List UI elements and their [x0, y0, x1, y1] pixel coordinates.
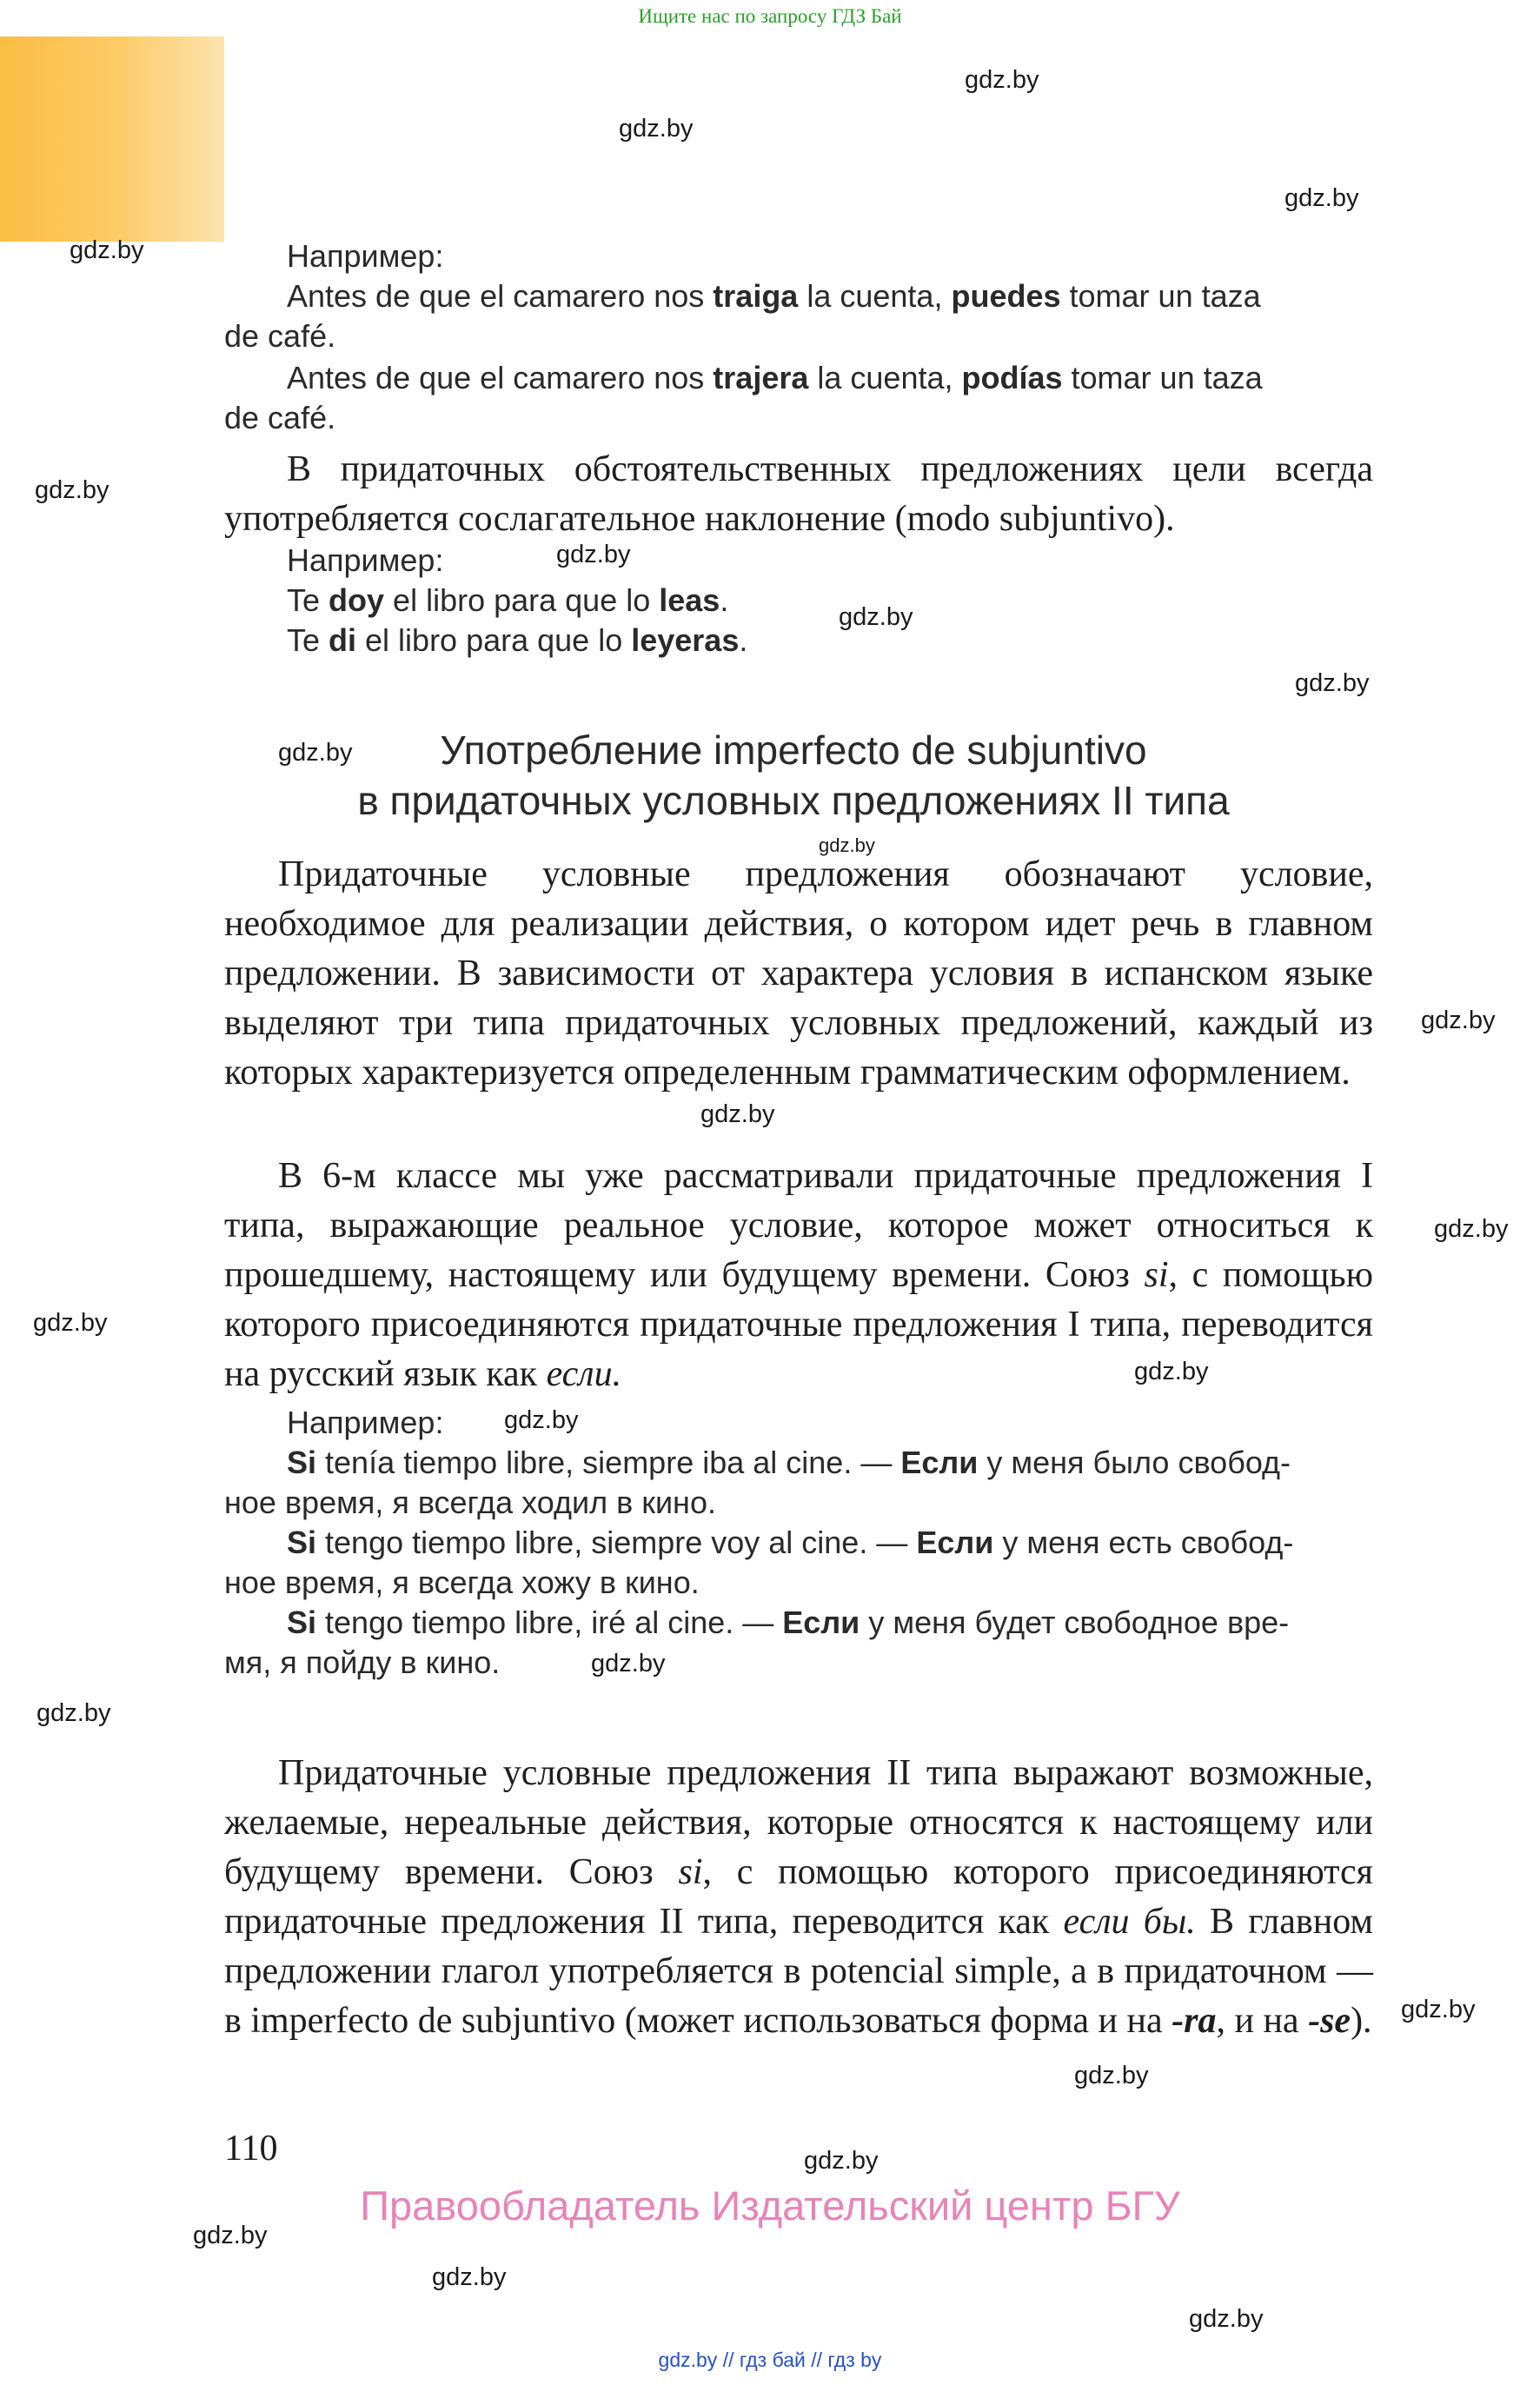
watermark: gdz.by — [819, 834, 875, 856]
watermark: gdz.by — [278, 739, 353, 767]
corner-tab-decoration — [0, 37, 224, 242]
watermark: gdz.by — [1295, 669, 1370, 697]
watermark: gdz.by — [556, 541, 631, 568]
example-sentence-cont: мя, я пойду в кино. — [224, 1644, 501, 1680]
watermark: gdz.by — [1189, 2305, 1264, 2333]
watermark: gdz.by — [1134, 1358, 1209, 1385]
page-number: 110 — [224, 2129, 278, 2169]
watermark: gdz.by — [1421, 1006, 1496, 1034]
watermark: gdz.by — [839, 603, 913, 631]
watermark: gdz.by — [432, 2263, 507, 2291]
example-sentence-cont: de café. — [224, 400, 336, 435]
watermark: gdz.by — [1401, 1996, 1476, 2023]
example-sentence: Antes de que el camarero nos trajera la cuenta, podías tomar un taza — [287, 360, 1263, 395]
example-sentence-cont: de café. — [224, 318, 336, 354]
watermark: gdz.by — [1434, 1215, 1509, 1243]
example-sentence: Te di el libro para que lo leyeras. — [287, 622, 748, 658]
example-sentence: Si tengo tiempo libre, siempre voy al cine. — Если у меня есть свобод- — [287, 1525, 1294, 1560]
paragraph-type-one: В 6-м классе мы уже рассматривали придаточные предложения I типа, выражающие реальное условие, которое может относиться к прошедшему, настоящему или будущему времени. Союз si, с помощью которого присоединяются придаточные предложения I типа, переводится на русский язык как если. — [224, 1156, 1373, 1394]
watermark: gdz.by — [965, 66, 1039, 94]
example-sentence: Te doy el libro para que lo leas. — [287, 582, 729, 618]
paragraph-type-two: Придаточные условные предложения II типа выражают возможные, желаемые, нереальные действия, которые относятся к настоящему или будущему времени. Союз si, с помощью которого присоединяются придаточные предложения II типа, переводится как если бы. В главном предложении глагол употребляется в potencial simple, а в придаточном — в imperfecto de subjuntivo (может использоваться форма и на -ra, и на -se). — [224, 1753, 1373, 2041]
watermark: gdz.by — [591, 1650, 666, 1677]
watermark: gdz.by — [804, 2147, 879, 2175]
section-heading: Употребление imperfecto de subjuntivo в придаточных условных предложениях II типа — [357, 727, 1230, 823]
example-label: Например: — [287, 1405, 444, 1440]
example-sentence: Si tengo tiempo libre, iré al cine. — Если у меня будет свободное вре- — [287, 1604, 1290, 1640]
watermark: gdz.by — [35, 476, 110, 504]
watermark: gdz.by — [1074, 2062, 1149, 2089]
example-label: Например: — [287, 542, 444, 578]
example-sentence: Antes de que el camarero nos traiga la cuenta, puedes tomar un taza — [287, 278, 1261, 314]
example-sentence: Si tenía tiempo libre, siempre iba al cine. — Если у меня было свобод- — [287, 1445, 1291, 1480]
watermark: gdz.by — [700, 1100, 775, 1128]
watermark: gdz.by — [33, 1309, 108, 1337]
example-sentence-cont: ное время, я всегда хожу в кино. — [224, 1565, 700, 1600]
example-sentence-cont: ное время, я всегда ходил в кино. — [224, 1485, 716, 1520]
watermark: gdz.by — [37, 1699, 111, 1727]
copyright-notice: Правообладатель Издательский центр БГУ — [360, 2182, 1180, 2229]
bottom-links[interactable]: gdz.by // гдз бай // гдз by — [658, 2348, 882, 2371]
paragraph-conditional-clauses: Придаточные условные предложения обозначают условие, необходимое для реализации действия, о котором идет речь в главном предложении. В зависимости от характера условия в испанском языке выделяют три типа придаточных условных предложений, каждый из которых характеризуется определенным грамматическим оформлением. — [224, 854, 1373, 1093]
watermark: gdz.by — [1284, 184, 1359, 212]
watermark: gdz.by — [193, 2222, 268, 2249]
example-label: Например: — [287, 238, 444, 274]
watermark: gdz.by — [70, 236, 144, 264]
watermark: gdz.by — [504, 1406, 579, 1434]
top-banner[interactable]: Ищите нас по запросу ГДЗ Бай — [638, 5, 902, 27]
watermark: gdz.by — [619, 115, 694, 143]
paragraph-purpose-clauses: В придаточных обстоятельственных предложениях цели всегда употребляется сослагательное наклонение (modo subjuntivo). — [224, 449, 1373, 539]
